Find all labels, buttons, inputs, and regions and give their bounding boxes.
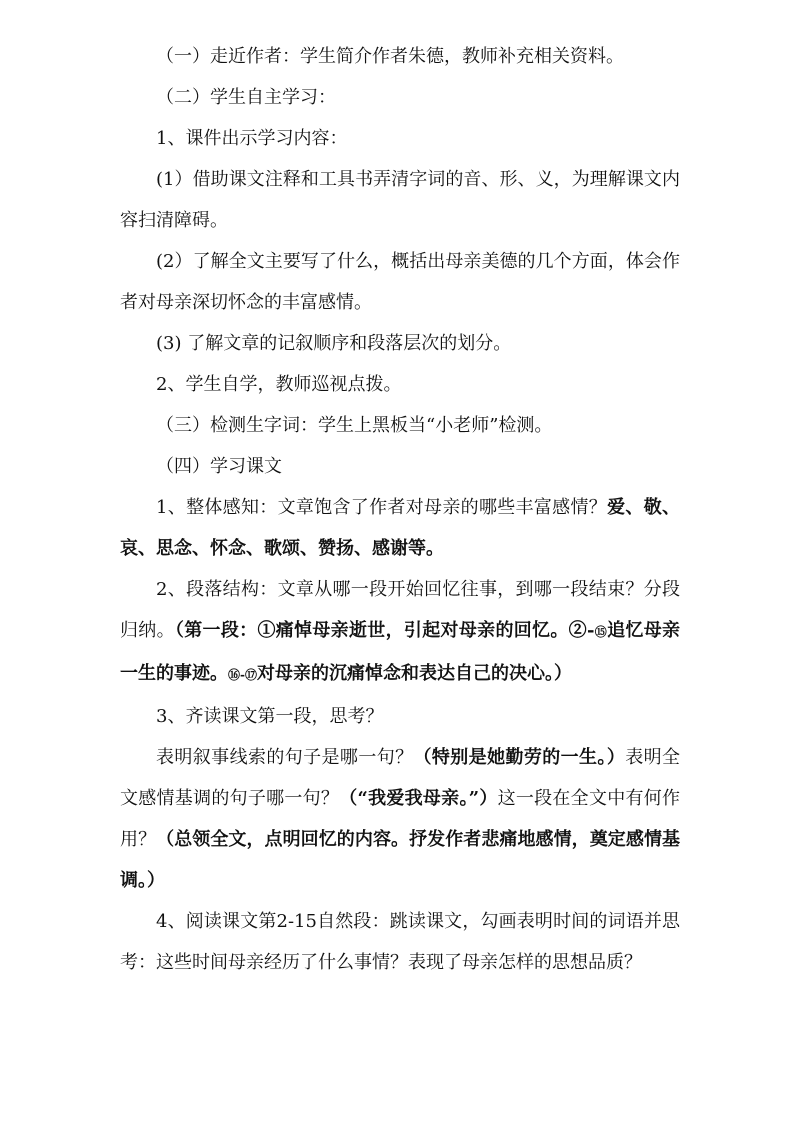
first-paragraph-questions <box>120 737 680 901</box>
answer-part-2: 追忆母亲一生的事迹。 <box>120 620 680 684</box>
question-1: 表明叙事线索的句子是哪一句？ <box>156 747 414 768</box>
question-3: 这一段在全文中有何作用？ <box>120 788 681 850</box>
study-subitem-3: (3) 了解文章的记叙顺序和段落层次的划分。 <box>156 333 512 354</box>
study-subitem-1: (1）借助课文注释和工具书弄清字词的音、形、义，为理解课文内容扫清障碍。 <box>120 169 680 231</box>
section-learn-text: （四）学习课文 <box>156 456 282 477</box>
answer-2: （“我爱我母亲。”） <box>339 788 498 809</box>
paragraph-structure <box>120 569 680 696</box>
study-subitem-2: (2）了解全文主要写了什么，概括出母亲美德的几个方面，体会作者对母亲深切怀念的丰富感情。 <box>120 251 680 313</box>
lesson-plan-body <box>120 36 680 983</box>
circled-number-16-17: ⑯-⑰ <box>228 668 257 682</box>
read-paragraphs-2-15: 4、阅读课文第2-15自然段：跳读课文，勾画表明时间的词语并思考：这些时间母亲经历了什么事情？表现了母亲怎样的思想品质？ <box>120 911 680 973</box>
answer-3: （总领全文，点明回忆的内容。抒发作者悲痛地感情，奠定感情基调。） <box>120 829 681 891</box>
section-self-study: （二）学生自主学习： <box>156 87 336 108</box>
answer-text: 爱、敬、哀、思念、怀念、歌颂、赞扬、感谢等。 <box>120 497 681 559</box>
study-item-1: 1、课件出示学习内容： <box>156 128 348 149</box>
read-first-paragraph: 3、齐读课文第一段，思考？ <box>156 706 384 727</box>
circled-number-15: ⑮ <box>594 625 608 639</box>
question-text: 2、段落结构：文章从哪一段开始回忆往事，到哪一段结束？分段归纳。 <box>120 579 680 641</box>
section-author: （一）走近作者：学生简介作者朱德，教师补充相关资料。 <box>156 46 624 67</box>
section-vocab-check: （三）检测生字词：学生上黑板当“小老师”检测。 <box>156 415 553 436</box>
study-item-2: 2、学生自学，教师巡视点拨。 <box>156 374 402 395</box>
question-2: 表明全文感情基调的句子哪一句？ <box>120 747 681 809</box>
overall-perception <box>120 487 680 569</box>
answer-part-3: 对母亲的沉痛悼念和表达自己的决心。） <box>256 663 572 684</box>
answer-1: （特别是她勤劳的一生。） <box>413 747 626 768</box>
answer-part-1: （第一段：①痛悼母亲逝世，引起对母亲的回忆。②- <box>174 620 595 641</box>
question-text: 1、整体感知：文章饱含了作者对母亲的哪些丰富感情？ <box>156 497 608 518</box>
